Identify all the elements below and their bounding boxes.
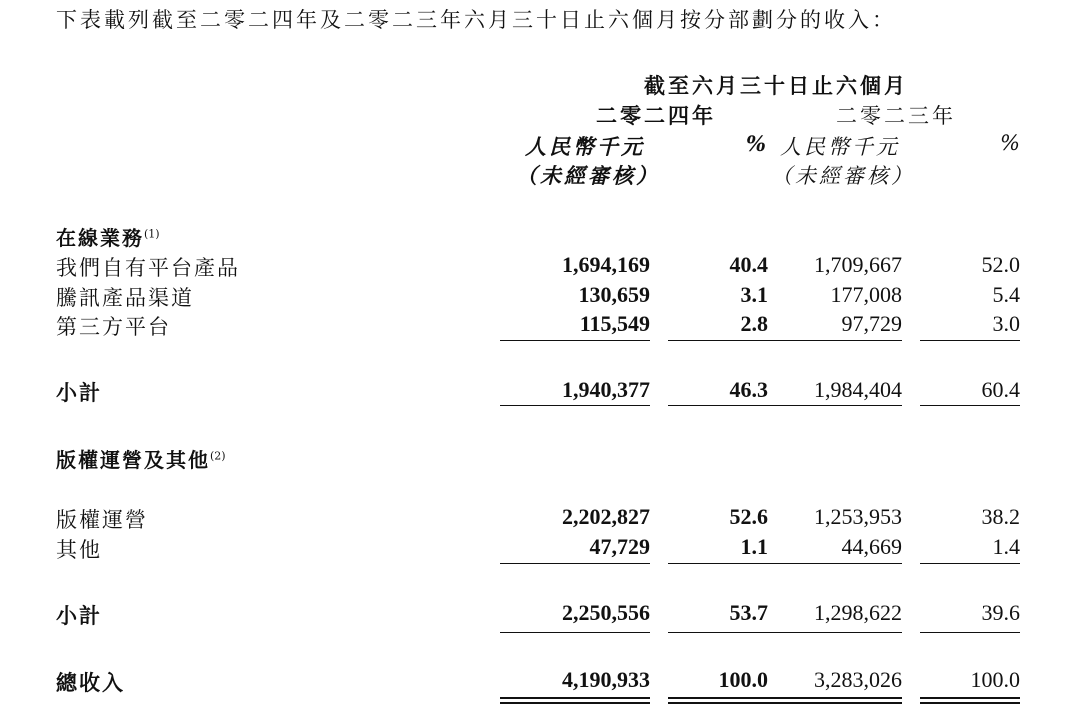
divider (920, 632, 1020, 633)
pct-2023: 52.0 (981, 252, 1020, 277)
pct-2024: 2.8 (740, 311, 768, 336)
pct-2023: 1.4 (992, 534, 1020, 559)
divider (920, 340, 1020, 341)
total-value-2023: 3,283,026 (814, 667, 902, 692)
divider (752, 632, 902, 633)
value-2024: 130,659 (578, 282, 650, 307)
year-2023-header: 二零二三年 (836, 104, 956, 128)
row-label: 版權運營 (56, 508, 148, 532)
divider (752, 405, 902, 406)
footnote-marker: (1) (144, 227, 160, 241)
row-label: 我們自有平台產品 (56, 256, 240, 280)
value-2023: 177,008 (830, 282, 902, 307)
divider (752, 340, 902, 341)
row-label: 其他 (56, 538, 102, 562)
total-pct-2023: 100.0 (970, 667, 1020, 692)
value-2024: 2,202,827 (562, 504, 650, 529)
subtotal-pct-2023: 60.4 (981, 377, 1020, 402)
subtotal-pct-2024: 46.3 (729, 377, 768, 402)
double-rule (920, 702, 1020, 704)
unaudited-2023: （未經審核） (771, 164, 915, 188)
pct-2024: 40.4 (729, 252, 768, 277)
subtotal-pct-2023: 39.6 (981, 600, 1020, 625)
subtotal-value-2023: 1,298,622 (814, 600, 902, 625)
total-label: 總收入 (56, 670, 125, 695)
pct-2023: 5.4 (992, 282, 1020, 307)
percent-2024: % (746, 131, 769, 156)
subtotal-value-2024: 2,250,556 (562, 600, 650, 625)
total-value-2024: 4,190,933 (562, 667, 650, 692)
pct-2023: 38.2 (981, 504, 1020, 529)
value-2024: 115,549 (579, 311, 650, 336)
divider (752, 563, 902, 564)
pct-2023: 3.0 (992, 311, 1020, 336)
double-rule (752, 697, 902, 699)
value-2023: 1,709,667 (814, 252, 902, 277)
value-2023: 1,253,953 (814, 504, 902, 529)
value-2024: 47,729 (589, 534, 650, 559)
divider (500, 563, 650, 564)
period-header: 截至六月三十日止六個月 (644, 73, 908, 98)
subtotal-label: 小計 (56, 603, 102, 628)
year-2024-header: 二零二四年 (596, 103, 716, 128)
value-2023: 44,669 (841, 534, 902, 559)
value-2024: 1,694,169 (562, 252, 650, 277)
pct-2024: 52.6 (729, 504, 768, 529)
row-label: 騰訊產品渠道 (56, 286, 194, 310)
double-rule (920, 697, 1020, 699)
pct-2024: 3.1 (740, 282, 768, 307)
section-copyright-title: 版權運營及其他$^{(2)}$ (56, 448, 226, 472)
divider (920, 563, 1020, 564)
percent-2023: % (1000, 131, 1023, 155)
section-online-title: 在線業務$^{(1)}$ (56, 226, 160, 250)
intro-line: 下表載列截至二零二四年及二零二三年六月三十日止六個月按分部劃分的收入： (56, 8, 896, 32)
double-rule (500, 702, 650, 704)
subtotal-value-2023: 1,984,404 (814, 377, 902, 402)
divider (500, 340, 650, 341)
unaudited-2024: （未經審核） (516, 163, 660, 188)
currency-2024: 人民幣千元 (525, 134, 645, 159)
value-2023: 97,729 (841, 311, 902, 336)
subtotal-pct-2024: 53.7 (729, 600, 768, 625)
footnote-marker: (2) (210, 449, 226, 463)
double-rule (500, 697, 650, 699)
row-label: 第三方平台 (56, 315, 171, 339)
subtotal-label: 小計 (56, 380, 102, 405)
divider (920, 405, 1020, 406)
subtotal-value-2024: 1,940,377 (562, 377, 650, 402)
total-pct-2024: 100.0 (718, 667, 768, 692)
divider (500, 405, 650, 406)
double-rule (752, 702, 902, 704)
pct-2024: 1.1 (740, 534, 768, 559)
currency-2023: 人民幣千元 (780, 135, 900, 159)
divider (500, 632, 650, 633)
